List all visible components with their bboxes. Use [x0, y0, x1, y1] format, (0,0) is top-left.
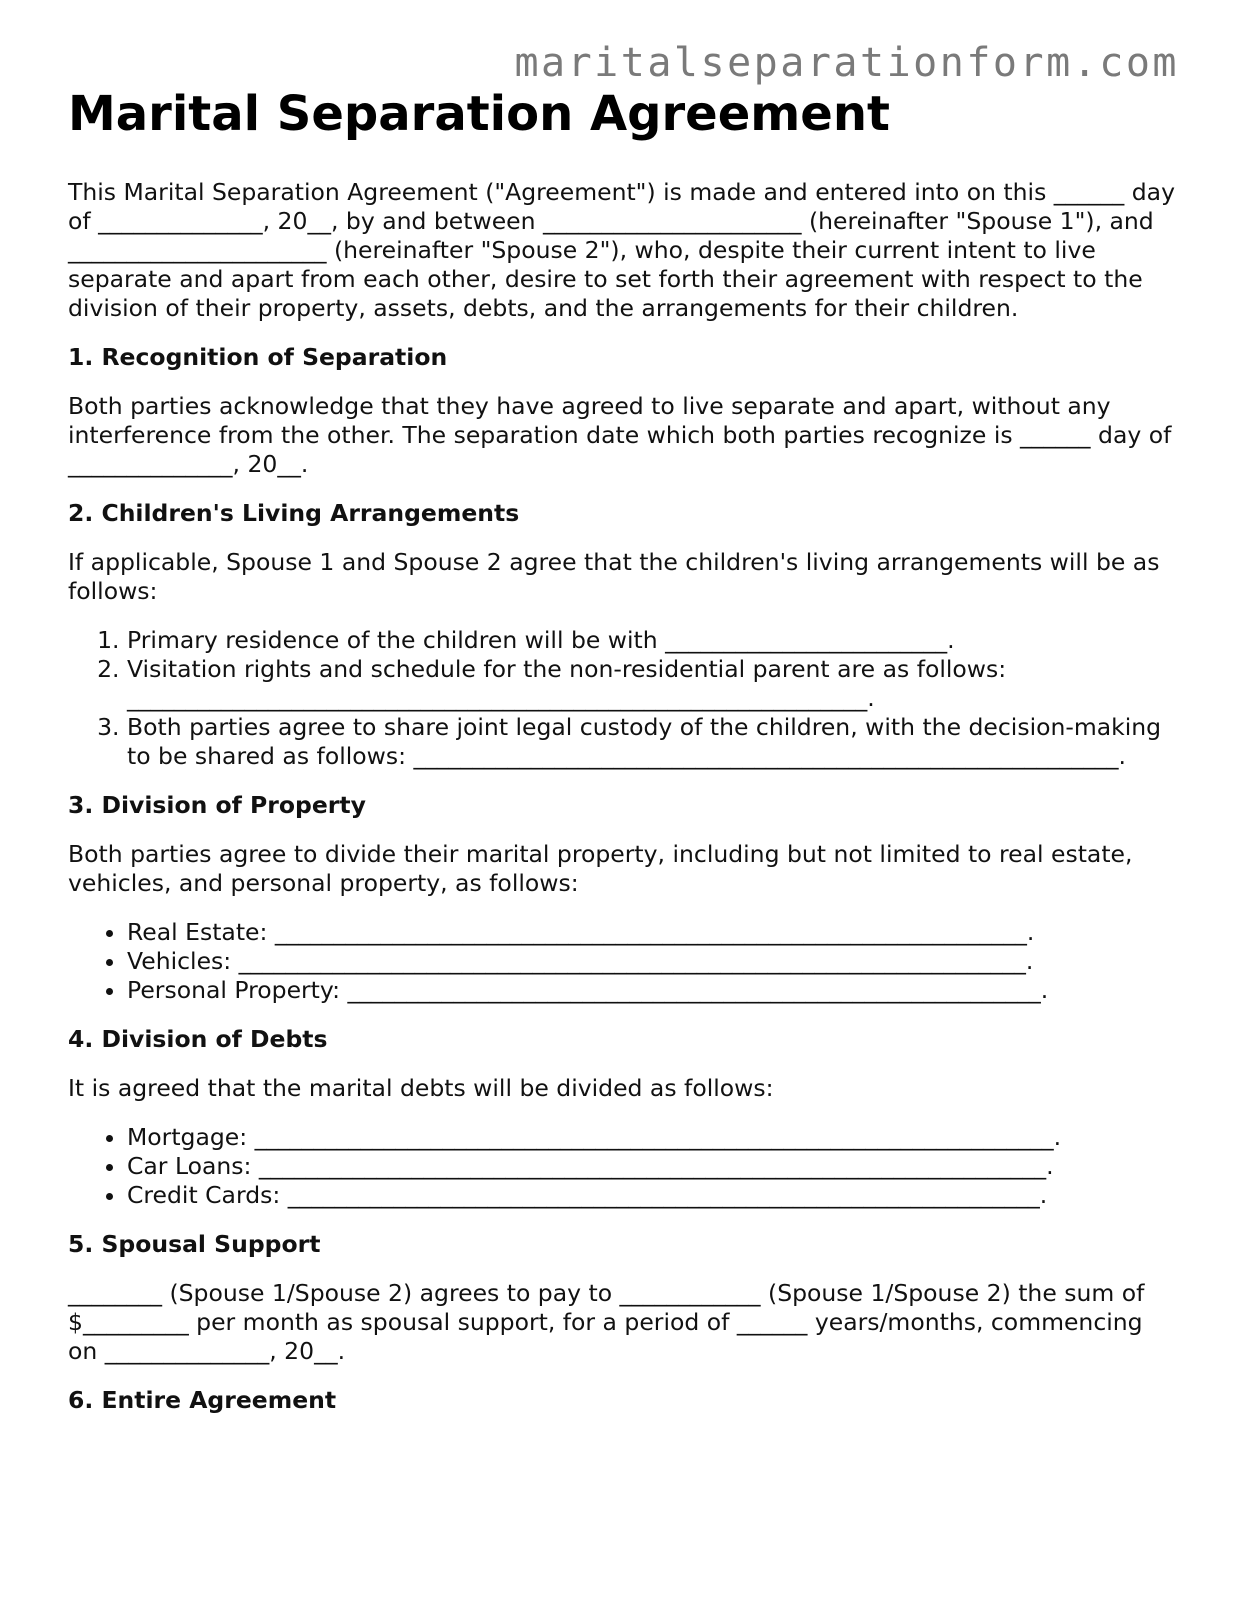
property-list	[68, 918, 1178, 1005]
document-page	[68, 84, 1178, 1435]
section-heading-separation: 1. Recognition of Separation	[68, 343, 448, 371]
section-body-spousal-support: ________ (Spouse 1/Spouse 2) agrees to pay to ____________ (Spouse 1/Spouse 2) the sum of $_________ per month as spousal support, for a period of ______ years/months, commencing on ______________, 20__.	[68, 1279, 1145, 1365]
section-heading-entire-agreement: 6. Entire Agreement	[68, 1386, 337, 1414]
list-item: 2. Visitation rights and schedule for the non-residential parent are as follows: _______________________________________________________________.	[127, 655, 1178, 713]
list-item: 1. Primary residence of the children will be with ________________________.	[127, 626, 1178, 655]
section-body-debts: It is agreed that the marital debts will be divided as follows:	[68, 1074, 774, 1102]
section-heading-spousal-support: 5. Spousal Support	[68, 1230, 321, 1258]
section-heading-children: 2. Children's Living Arrangements	[68, 499, 520, 527]
section-body-children: If applicable, Spouse 1 and Spouse 2 agree that the children's living arrangements will be as follows:	[68, 548, 1160, 605]
list-item: 3. Both parties agree to share joint legal custody of the children, with the decision-making to be shared as follows: ____________________________________________________________.	[127, 713, 1178, 771]
section-heading-debts: 4. Division of Debts	[68, 1025, 328, 1053]
list-item: • Personal Property: ___________________________________________________________.	[127, 976, 1178, 1005]
section-body-property: Both parties agree to divide their marital property, including but not limited to real estate, vehicles, and personal property, as follows:	[68, 840, 1133, 897]
intro-paragraph: This Marital Separation Agreement ("Agreement") is made and entered into on this ______ day of ______________, 20__, by and between ______________________ (hereinafter "Spouse 1"), and ______________________ (hereinafter "Spouse 2"), who, despite their current intent to live separate and apart from each other, desire to set forth their agreement with respect to the division of their property, assets, debts, and the arrangements for their children.	[68, 178, 1175, 322]
list-item: • Credit Cards: ________________________________________________________________.	[127, 1181, 1178, 1210]
debts-list	[68, 1123, 1178, 1210]
list-item: • Real Estate: ________________________________________________________________.	[127, 918, 1178, 947]
list-item: • Car Loans: ___________________________________________________________________.	[127, 1152, 1178, 1181]
list-item: • Vehicles: ___________________________________________________________________.	[127, 947, 1178, 976]
section-body-separation: Both parties acknowledge that they have agreed to live separate and apart, without any interference from the other. The separation date which both parties recognize is ______ day of ______________, 20__.	[68, 392, 1172, 478]
document-title: Marital Separation Agreement	[68, 86, 890, 142]
list-item: • Mortgage: ____________________________________________________________________.	[127, 1123, 1178, 1152]
children-arrangements-list	[68, 626, 1178, 771]
section-heading-property: 3. Division of Property	[68, 791, 366, 819]
watermark: maritalseparationform.com	[514, 40, 1179, 86]
